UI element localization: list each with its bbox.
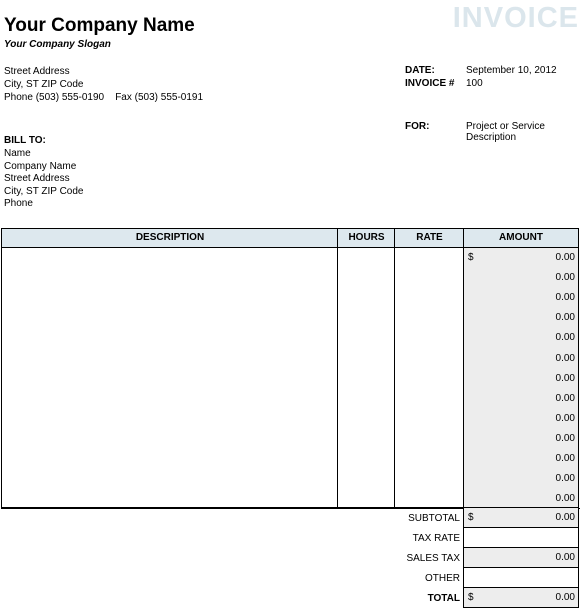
tax-rate-label: TAX RATE [412,533,460,544]
tax-rate-cell[interactable] [463,528,579,548]
currency-symbol: $ [468,252,474,263]
amount-cell[interactable] [464,470,578,490]
amount-value: 0.00 [555,473,575,485]
column-header-hours: HOURS [348,232,385,243]
bill-to-phone: Phone [4,198,33,210]
sender-street: Street Address [4,66,70,77]
for-description [466,121,545,143]
amount-value: 0.00 [555,453,575,464]
amount-value: 0.00 [555,312,575,324]
currency-symbol: $ [468,512,474,523]
bill-to-label: BILL TO: [4,135,46,146]
column-header-amount: AMOUNT [499,232,543,243]
bill-to-city: City, ST ZIP Code [4,185,84,197]
amount-value: 0.00 [555,352,575,364]
amount-value: 0.00 [555,493,575,505]
amount-value: 0.00 [555,432,575,444]
amount-value: 0.00 [555,392,575,404]
currency-symbol: $ [468,592,474,603]
company-name: Your Company Name [4,15,195,36]
amount-cell[interactable] [464,450,578,470]
amount-value: 0.00 [555,292,575,304]
amount-cell[interactable] [464,269,578,289]
subtotal-value: 0.00 [555,512,575,523]
amount-value: 0.00 [555,332,575,344]
sender-address [4,65,203,104]
column-header-description: DESCRIPTION [135,232,205,243]
amount-cell[interactable] [464,430,578,450]
table-header [2,229,578,248]
invoice-title: INVOICE [452,2,579,34]
sales-tax-cell[interactable] [463,548,579,568]
date-value: September 10, 2012 [466,65,557,76]
bill-to-name: Name [4,148,31,159]
amount-cell[interactable] [464,350,578,370]
amount-cell[interactable] [464,309,578,329]
other-cell[interactable] [463,568,579,588]
for-line-2: Description [466,132,517,143]
company-slogan: Your Company Slogan [4,39,111,50]
subtotal-label: SUBTOTAL [408,513,460,524]
other-label: OTHER [425,573,460,584]
invoice-number-value: 100 [466,78,483,89]
for-label: FOR: [405,121,430,132]
amount-value: 0.00 [555,252,575,263]
sales-tax-value: 0.00 [555,552,575,563]
total-label: TOTAL [427,593,460,604]
subtotal-cell[interactable] [463,508,579,528]
amount-value: 0.00 [555,372,575,384]
amount-value: 0.00 [555,412,575,424]
amount-cell[interactable] [464,370,578,390]
bill-to-company: Company Name [4,160,77,172]
for-line-1: Project or Service [466,121,545,132]
total-value: 0.00 [555,592,575,603]
amount-cell[interactable] [464,390,578,410]
amount-value: 0.00 [555,272,575,284]
bill-to-address [4,148,83,211]
amount-cell[interactable] [464,289,578,309]
line-items-table [1,228,579,508]
sender-phone-fax: Phone (503) 555-0190 Fax (503) 555-0191 [4,92,204,103]
column-divider [337,229,338,507]
amount-cell[interactable] [464,410,578,430]
sender-city: City, ST ZIP Code [4,79,84,90]
amount-cell[interactable] [464,329,578,349]
column-header-rate: RATE [416,232,443,243]
bill-to-street: Street Address [4,173,70,185]
total-cell[interactable] [463,588,579,608]
sales-tax-label: SALES TAX [406,553,460,564]
invoice-number-label: INVOICE # [405,78,455,89]
amount-cell[interactable] [464,249,578,269]
column-divider [394,229,395,507]
date-label: DATE: [405,65,435,76]
